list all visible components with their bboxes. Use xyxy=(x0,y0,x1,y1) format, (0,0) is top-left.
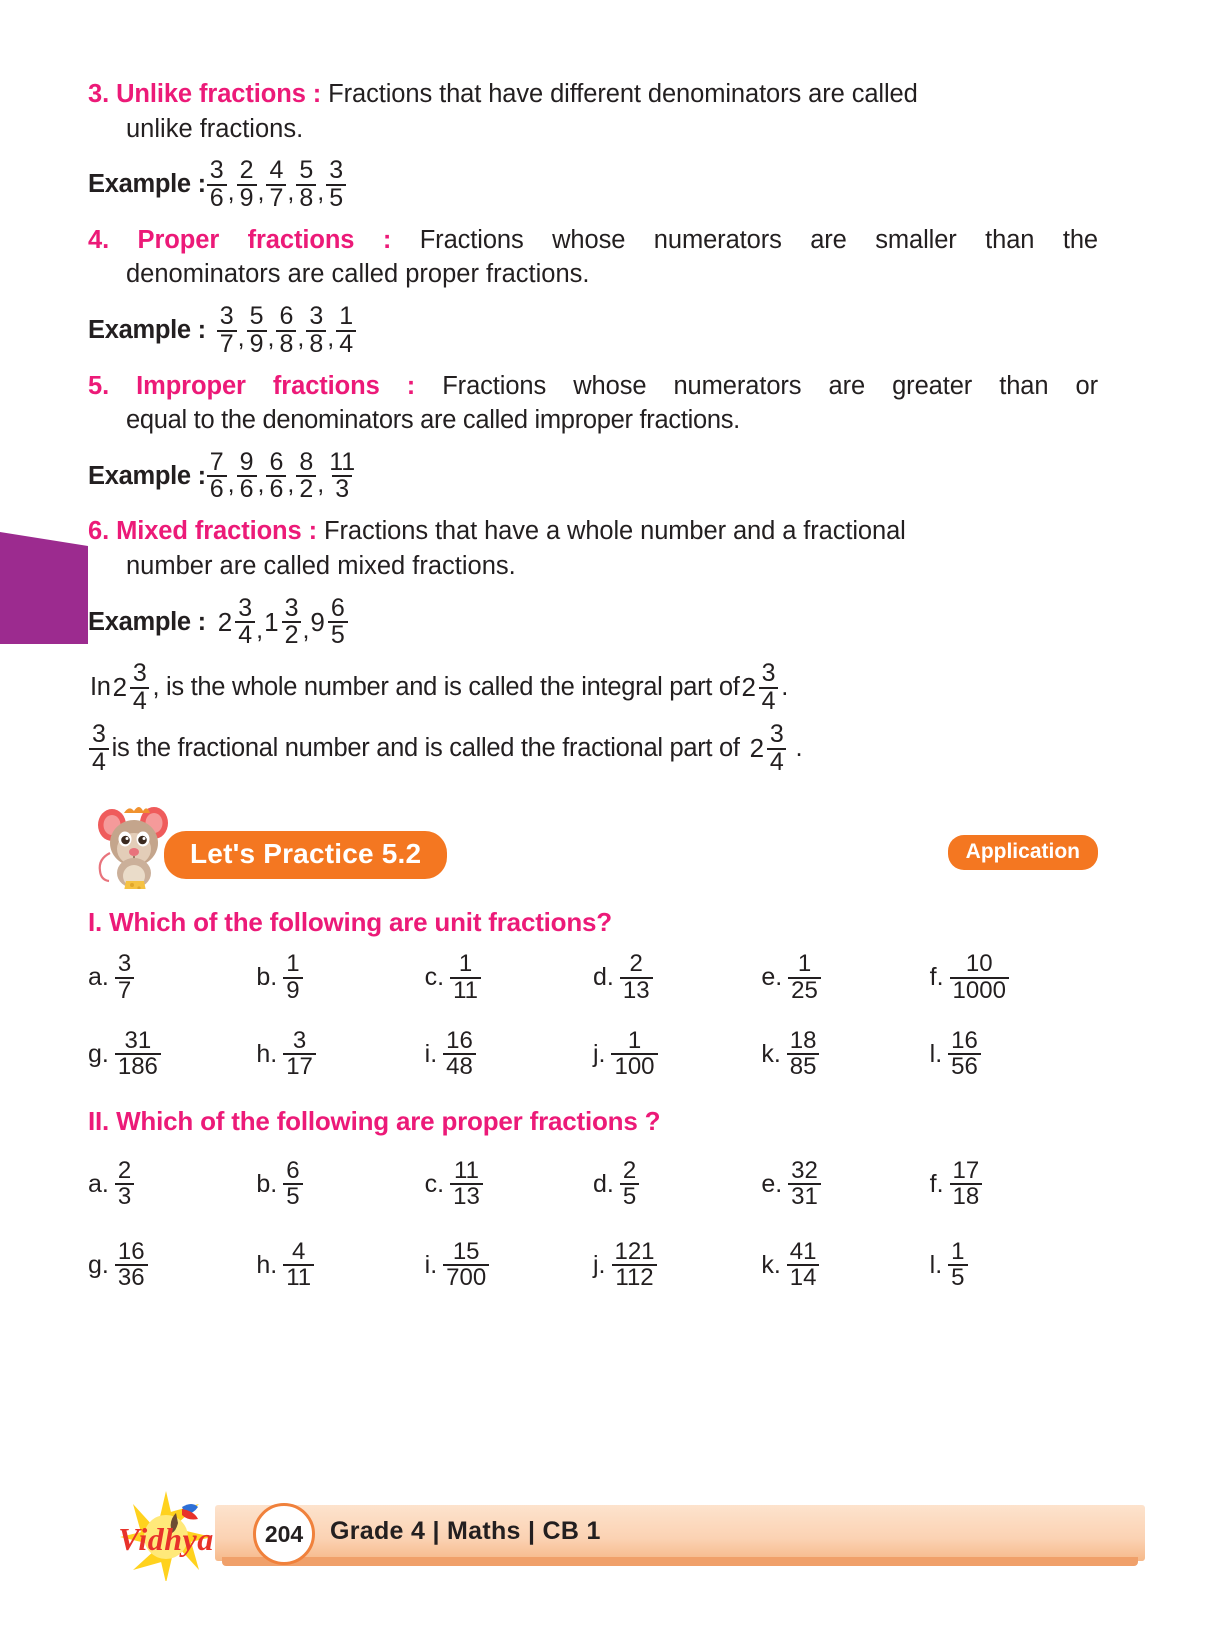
separator: , xyxy=(327,324,335,353)
definition-colon: : xyxy=(379,371,443,400)
separator: , xyxy=(267,324,275,353)
definition-mixed-fractions xyxy=(88,515,1098,651)
fraction: $\frac{3}{5}$ xyxy=(326,158,346,211)
option-label: e. xyxy=(761,963,783,992)
option-item[interactable]: e. $\frac{1}{25}$ xyxy=(761,952,929,1003)
separator: , xyxy=(237,324,245,353)
chapter-side-tab xyxy=(0,532,88,644)
option-item[interactable]: i. $\frac{16}{48}$ xyxy=(425,1029,593,1080)
statement-suffix: . xyxy=(781,673,789,702)
option-item[interactable]: h. $\frac{3}{17}$ xyxy=(256,1029,424,1080)
definition-term: Improper fractions xyxy=(136,371,380,400)
fraction: $\frac{2}{9}$ xyxy=(237,158,257,211)
option-item[interactable]: b. $\frac{1}{9}$ xyxy=(256,952,424,1003)
fraction: $\frac{9}{6}$ xyxy=(237,450,257,503)
definition-heading-line xyxy=(88,224,1098,257)
definition-text-1: Fractions that have different denominators are called xyxy=(328,80,918,108)
option-label: g. xyxy=(88,1039,109,1068)
question-1-row-1 xyxy=(88,952,1098,1003)
mixed-fraction: 2 $\frac{3}{4}$ xyxy=(742,661,780,714)
definition-text-2: denominators are called proper fractions. xyxy=(126,260,590,289)
example-label: Example : xyxy=(88,461,206,490)
separator: , xyxy=(317,178,325,207)
fraction: $\frac{11}{3}$ xyxy=(329,447,356,504)
option-item[interactable]: c. $\frac{1}{11}$ xyxy=(425,952,593,1003)
definition-number: 6. xyxy=(88,517,110,546)
mixed-fraction: 2 $\frac{3}{4}$ xyxy=(750,722,788,775)
option-label: e. xyxy=(761,1169,783,1198)
definition-text-2: number are called mixed fractions. xyxy=(126,551,516,580)
option-item[interactable]: f. $\frac{10}{1000}$ xyxy=(930,952,1098,1003)
question-1-title: I. Which of the following are unit fractions? xyxy=(88,907,612,938)
definition-colon: : xyxy=(354,225,420,254)
definition-colon: : xyxy=(301,517,324,546)
option-item[interactable]: b. $\frac{6}{5}$ xyxy=(256,1159,424,1210)
option-label: h. xyxy=(256,1039,278,1068)
option-item[interactable]: k. $\frac{18}{85}$ xyxy=(761,1029,929,1080)
logo-text: Vidhya xyxy=(118,1520,214,1557)
fraction: $\frac{6}{6}$ xyxy=(266,450,286,503)
example-fraction-list xyxy=(216,304,357,357)
option-item[interactable]: f. $\frac{17}{18}$ xyxy=(930,1159,1098,1210)
separator: , xyxy=(297,324,305,353)
option-item[interactable]: c. $\frac{11}{13}$ xyxy=(425,1159,593,1210)
mixed-fraction: 2 $\frac{3}{4}$ xyxy=(218,596,256,649)
definition-text-2: unlike fractions. xyxy=(126,114,304,143)
fraction: $\frac{4}{7}$ xyxy=(266,158,286,211)
option-label: d. xyxy=(592,963,614,992)
example-row-proper xyxy=(88,302,1098,360)
vidhya-logo xyxy=(86,1485,246,1581)
fraction: $\frac{5}{8}$ xyxy=(296,158,316,211)
definition-number: 3. xyxy=(88,80,110,108)
option-item[interactable]: a. $\frac{2}{3}$ xyxy=(88,1159,256,1210)
option-label: i. xyxy=(424,1250,438,1279)
option-label: a. xyxy=(88,1169,109,1198)
option-label: b. xyxy=(256,1169,278,1198)
definition-text-1: Fractions that have a whole number and a fractional xyxy=(324,517,906,546)
option-item[interactable]: h. $\frac{4}{11}$ xyxy=(256,1240,424,1291)
question-1-row-2 xyxy=(88,1029,1098,1080)
option-label: a. xyxy=(88,963,109,992)
question-2-row-2 xyxy=(88,1237,1098,1292)
option-label: b. xyxy=(256,963,278,992)
example-mixed-list xyxy=(217,593,349,650)
definition-improper-fractions xyxy=(88,370,1098,506)
separator: , xyxy=(287,469,295,498)
example-row-mixed xyxy=(88,593,1098,651)
option-item[interactable]: g. $\frac{31}{186}$ xyxy=(88,1029,256,1080)
practice-banner-block xyxy=(88,809,1098,891)
definition-term: Proper fractions xyxy=(137,225,355,254)
footer-label: Grade 4 | Maths | CB 1 xyxy=(330,1517,601,1545)
option-item[interactable]: l. $\frac{16}{56}$ xyxy=(930,1029,1098,1080)
fraction: $\frac{7}{6}$ xyxy=(207,450,227,503)
definition-term: Mixed fractions xyxy=(116,517,302,546)
separator: , xyxy=(227,469,235,498)
definition-heading-line xyxy=(88,515,1098,548)
option-label: f. xyxy=(929,963,944,992)
definition-text-1: Fractions whose numerators are smaller than the xyxy=(419,225,1098,254)
option-label: d. xyxy=(592,1169,614,1198)
application-badge: Application xyxy=(948,835,1098,870)
option-label: l. xyxy=(929,1250,943,1279)
example-row-improper xyxy=(88,447,1098,505)
option-item[interactable]: k. $\frac{41}{14}$ xyxy=(761,1240,929,1291)
option-label: i. xyxy=(424,1039,438,1068)
option-item[interactable]: d. $\frac{2}{5}$ xyxy=(593,1159,761,1210)
example-label: Example : xyxy=(88,316,206,345)
example-label: Example : xyxy=(88,170,206,199)
fraction: $\frac{5}{9}$ xyxy=(247,304,267,357)
example-fraction-list xyxy=(206,447,359,504)
example-label: Example : xyxy=(88,607,206,636)
example-row-unlike xyxy=(88,156,1098,214)
fraction: $\frac{3}{4}$ xyxy=(89,722,109,775)
separator: , xyxy=(287,178,295,207)
statement-integral-part xyxy=(88,661,1098,714)
option-label: h. xyxy=(256,1250,278,1279)
page-footer xyxy=(0,1479,1223,1583)
statement-middle: is the fractional number and is called the fractional part of xyxy=(111,734,740,763)
statement-middle: , is the whole number and is called the integral part of xyxy=(152,673,740,702)
option-item[interactable]: j. $\frac{1}{100}$ xyxy=(593,1029,761,1080)
fraction: $\frac{3}{8}$ xyxy=(306,304,326,357)
question-2-row-1 xyxy=(88,1156,1098,1211)
fraction: $\frac{3}{7}$ xyxy=(217,304,237,357)
definition-proper-fractions xyxy=(88,224,1098,360)
option-label: f. xyxy=(929,1169,944,1198)
footer-bar-shadow xyxy=(222,1557,1138,1566)
definition-heading-line xyxy=(88,370,1098,403)
separator: , xyxy=(227,178,235,207)
separator: , xyxy=(256,615,264,644)
option-item[interactable]: d. $\frac{2}{13}$ xyxy=(593,952,761,1003)
definition-text-1: Fractions whose numerators are greater than or xyxy=(442,371,1098,400)
example-fraction-list xyxy=(206,158,347,211)
option-label: k. xyxy=(761,1039,781,1068)
page-content xyxy=(88,78,1098,1303)
statement-prefix: In xyxy=(90,673,111,702)
separator: , xyxy=(257,469,265,498)
option-label: g. xyxy=(88,1250,109,1279)
separator: , xyxy=(302,615,310,644)
option-label: j. xyxy=(592,1039,606,1068)
option-item[interactable]: e. $\frac{32}{31}$ xyxy=(761,1159,929,1210)
option-item[interactable]: a. $\frac{3}{7}$ xyxy=(88,952,256,1003)
option-label: k. xyxy=(761,1250,781,1279)
definition-term: Unlike fractions xyxy=(116,80,306,108)
fraction: $\frac{8}{2}$ xyxy=(296,450,316,503)
definition-number: 4. xyxy=(88,225,110,254)
option-label: j. xyxy=(592,1250,606,1279)
fraction: $\frac{3}{6}$ xyxy=(207,158,227,211)
option-item[interactable]: j. $\frac{121}{112}$ xyxy=(593,1240,761,1291)
practice-banner: Let's Practice 5.2 xyxy=(164,831,447,879)
definition-heading-line xyxy=(88,78,1098,111)
option-item[interactable]: g. $\frac{16}{36}$ xyxy=(88,1240,256,1291)
definition-unlike-fractions xyxy=(88,78,1098,214)
mixed-fraction: 2 $\frac{3}{4}$ xyxy=(113,661,151,714)
option-label: l. xyxy=(929,1039,943,1068)
definition-text-2: equal to the denominators are called improper fractions. xyxy=(126,406,740,435)
page-number-badge: 204 xyxy=(253,1503,315,1565)
statement-suffix: . xyxy=(795,734,803,763)
fraction: $\frac{6}{8}$ xyxy=(276,304,296,357)
question-2-title: II. Which of the following are proper fractions ? xyxy=(88,1105,661,1136)
definition-colon: : xyxy=(305,80,329,108)
option-item[interactable]: i. $\frac{15}{700}$ xyxy=(425,1240,593,1291)
option-item[interactable]: l. $\frac{1}{5}$ xyxy=(930,1240,1098,1291)
statement-fractional-part xyxy=(88,722,1098,775)
definition-number: 5. xyxy=(88,371,110,400)
mixed-fraction: 1 $\frac{3}{2}$ xyxy=(264,596,302,649)
separator: , xyxy=(257,178,265,207)
separator: , xyxy=(317,469,325,498)
option-label: c. xyxy=(424,1169,445,1198)
fraction: $\frac{1}{4}$ xyxy=(336,304,356,357)
mixed-fraction: 9 $\frac{6}{5}$ xyxy=(310,596,348,649)
option-label: c. xyxy=(424,963,445,992)
